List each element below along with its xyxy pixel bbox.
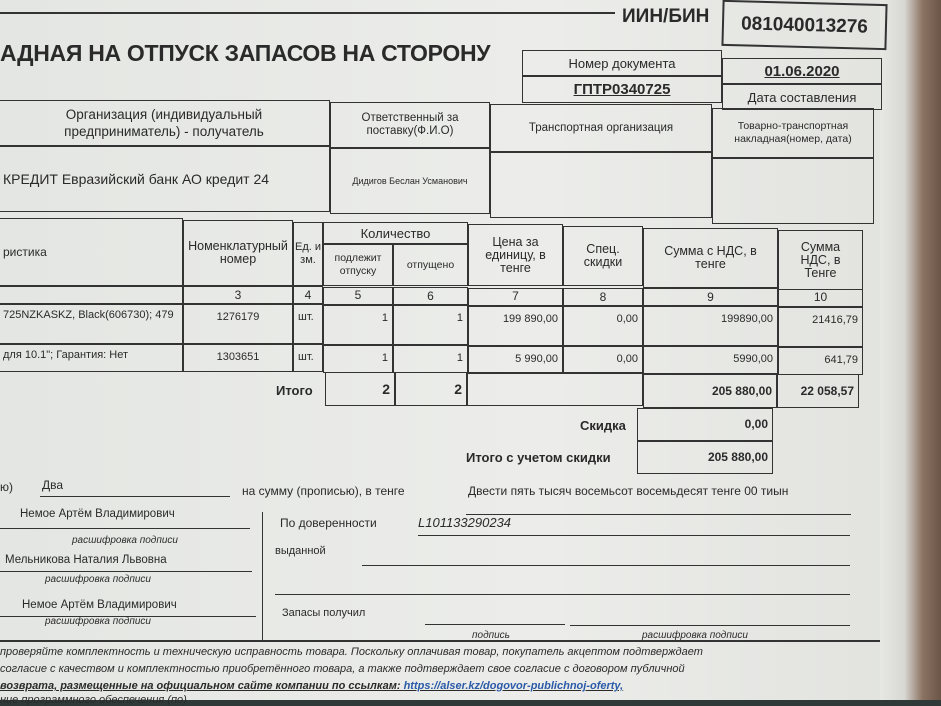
th-qty-out: отпущено	[393, 244, 468, 286]
underline	[40, 496, 230, 497]
cell-name: для 10.1"; Гарантия: Нет	[0, 344, 183, 372]
qty-words-prefix: ю)	[0, 480, 13, 494]
background-edge	[880, 0, 941, 700]
issued-label: выданной	[275, 545, 326, 557]
transport-label: Транспортная организация	[490, 104, 712, 152]
sum-words-label: на сумму (прописью), в тенге	[242, 484, 405, 498]
th-qty-due: подлежит отпуску	[323, 244, 393, 286]
decode-line	[570, 625, 850, 626]
cell-nomen: 1276179	[183, 304, 293, 344]
cell-disc: 0,00	[563, 346, 643, 374]
th-price: Цена за единицу, в тенге	[468, 224, 563, 286]
discount-value: 0,00	[637, 408, 773, 441]
transport-value	[490, 152, 712, 218]
cell-vat: 641,79	[778, 347, 863, 375]
iin-value: 081040013276	[721, 0, 887, 50]
cell-due: 1	[323, 305, 393, 345]
doc-number-label: Номер документа	[522, 50, 722, 76]
underline	[466, 514, 851, 515]
sum-words: Двести пять тысяч восемьсот восемьдесят тенге 00 тиын	[468, 484, 789, 498]
discount-label: Скидка	[580, 418, 626, 433]
recipient-label: Организация (индивидуальный предприниматель) - получатель	[0, 100, 330, 146]
doc-number: ГПТР0340725	[522, 76, 722, 103]
th-sum: Сумма с НДС, в тенге	[643, 228, 778, 288]
total-disc-label: Итого с учетом скидки	[466, 450, 611, 465]
cell-price: 199 890,00	[468, 306, 563, 346]
col-number-blank	[0, 286, 183, 304]
cell-sum: 199890,00	[643, 306, 778, 346]
col-number: 6	[393, 287, 468, 305]
sign-caption: подпись	[472, 630, 510, 641]
document-title: АДНАЯ НА ОТПУСК ЗАПАСОВ НА СТОРОНУ	[0, 40, 491, 66]
cell-out: 1	[393, 305, 468, 345]
notice-line-4: ние программного обеспечения (по)	[0, 694, 187, 706]
col-number: 9	[643, 288, 778, 306]
cell-out: 1	[393, 345, 468, 373]
notice-line-3	[0, 680, 623, 692]
qty-words: Два	[42, 478, 64, 492]
recipient-value: КРЕДИТ Евразийский банк АО кредит 24	[0, 146, 330, 212]
signature-name-2: Мельникова Наталия Львовна	[5, 554, 167, 566]
col-number: 4	[293, 286, 323, 304]
divider	[0, 12, 615, 14]
underline	[418, 535, 850, 536]
divider	[262, 512, 263, 640]
signature-name-1: Немое Артём Владимирович	[20, 508, 175, 520]
cell-name: 725NZKASKZ, Black(606730); 479	[0, 304, 183, 344]
total-vat: 22 058,57	[777, 374, 859, 408]
col-number: 8	[563, 288, 643, 306]
sig-caption-3: расшифровка подписи	[45, 616, 151, 627]
cell-unit: шт.	[293, 304, 323, 344]
notice-line-2: согласие с качеством и комплектностью приобретённого товара, а также подтверждает свое согласие с договором публичной	[0, 663, 685, 675]
th-nomen: Номенклатурный номер	[183, 220, 293, 286]
cell-due: 1	[323, 345, 393, 373]
cell-nomen: 1303651	[183, 344, 293, 372]
total-out: 2	[395, 372, 467, 406]
th-name: ристика	[0, 218, 183, 286]
cell-unit: шт.	[293, 344, 323, 372]
sig-caption-1: расшифровка подписи	[72, 535, 178, 546]
col-number: 5	[323, 287, 393, 305]
total-disc-value: 205 880,00	[637, 441, 773, 474]
total-sum: 205 880,00	[643, 374, 777, 408]
total-label: Итого	[276, 383, 313, 398]
cell-price: 5 990,00	[468, 346, 563, 374]
underline	[0, 571, 252, 572]
divider	[0, 640, 880, 642]
proxy-value: L101133290234	[418, 515, 512, 530]
responsible-label: Ответственный за поставку(Ф.И.О)	[330, 102, 490, 148]
underline	[362, 565, 850, 566]
proxy-label: По доверенности	[280, 516, 377, 530]
signature-name-3: Немое Артём Владимирович	[22, 599, 177, 611]
th-vat: Сумма НДС, в Тенге	[778, 230, 863, 290]
cell-vat: 21416,79	[778, 307, 863, 347]
doc-date-label: Дата составления	[722, 84, 882, 110]
doc-date: 01.06.2020	[722, 58, 882, 84]
responsible-value: Дидигов Беслан Усманович	[330, 148, 490, 214]
iin-label: ИИН/БИН	[622, 6, 710, 27]
signature-line	[425, 624, 565, 625]
cell-sum: 5990,00	[643, 346, 778, 374]
notice-line-1: проверяйте комплектность и техническую исправность товара. Поскольку оплачивая товар, покупатель акцептом подтверждает	[0, 646, 703, 658]
received-label: Запасы получил	[282, 607, 366, 619]
offer-link[interactable]: https://alser.kz/dogovor-publichnoj-oferty,	[403, 680, 624, 692]
col-number: 3	[183, 286, 293, 304]
col-number: 7	[468, 288, 563, 306]
waybill-value	[712, 158, 874, 224]
cell-disc: 0,00	[563, 306, 643, 346]
sig-caption-2: расшифровка подписи	[45, 574, 151, 585]
th-unit: Ед. изм.	[293, 222, 323, 286]
underline	[0, 528, 250, 529]
underline	[275, 594, 850, 595]
th-qty: Количество	[323, 222, 468, 244]
waybill-label: Товарно-транспортная накладная(номер, дата)	[712, 108, 874, 158]
total-due: 2	[325, 372, 395, 406]
decode-caption: расшифровка подписи	[642, 630, 748, 641]
total-blank	[467, 372, 643, 406]
col-number: 10	[778, 289, 863, 307]
th-disc: Спец. скидки	[563, 226, 643, 286]
notice-text-3: возврата, размещенные на официальном сайте компании по ссылкам:	[0, 680, 401, 692]
